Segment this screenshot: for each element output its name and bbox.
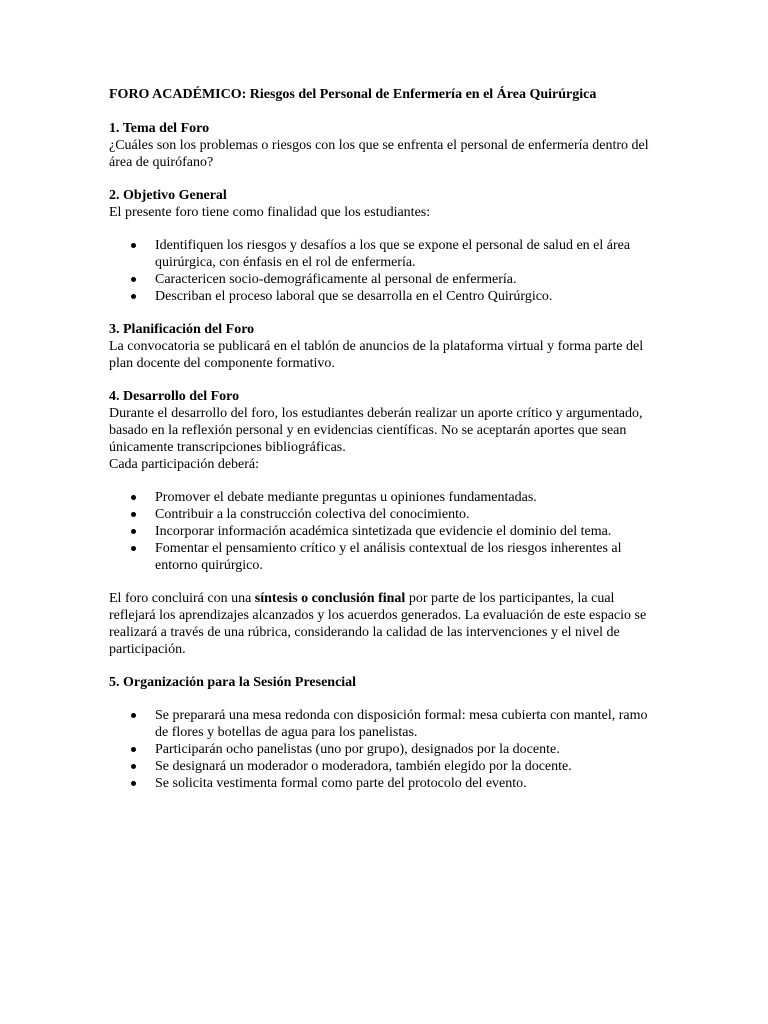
bullet-icon bbox=[131, 512, 136, 517]
section-desarrollo bbox=[109, 388, 661, 658]
section-text: Durante el desarrollo del foro, los estudiantes deberán realizar un aporte crítico y argumentado, basado en la reflexión personal y en evidencias científicas. No se aceptarán aportes que sean únicamente transcripciones bibliográficas. bbox=[109, 406, 643, 455]
list-item-text: Participarán ocho panelistas (uno por grupo), designados por la docente. bbox=[155, 742, 560, 757]
list-item bbox=[109, 523, 661, 540]
section-planificacion bbox=[109, 321, 661, 372]
list-item-text: Fomentar el pensamiento crítico y el análisis contextual de los riesgos inherentes al entorno quirúrgico. bbox=[155, 541, 622, 573]
section-text: Cada participación deberá: bbox=[109, 457, 260, 472]
list-item bbox=[109, 775, 661, 792]
section-heading: 2. Objetivo General bbox=[109, 188, 227, 203]
closing-emphasis: síntesis o conclusión final bbox=[254, 591, 406, 606]
bullet-list bbox=[109, 237, 661, 305]
list-item bbox=[109, 707, 661, 741]
section-heading: 3. Planificación del Foro bbox=[109, 322, 255, 337]
bullet-icon bbox=[131, 294, 136, 299]
list-item bbox=[109, 540, 661, 574]
list-item-text: Identifiquen los riesgos y desafíos a los que se expone el personal de salud en el área quirúrgica, con énfasis en el rol de enfermería. bbox=[155, 238, 631, 270]
section-text: ¿Cuáles son los problemas o riesgos con los que se enfrenta el personal de enfermería dentro del área de quirófano? bbox=[109, 138, 649, 170]
list-item-text: Promover el debate mediante preguntas u opiniones fundamentadas. bbox=[155, 490, 537, 505]
section-text: La convocatoria se publicará en el tablón de anuncios de la plataforma virtual y forma parte del plan docente del componente formativo. bbox=[109, 339, 644, 371]
bullet-icon bbox=[131, 277, 136, 282]
closing-text-start: El foro concluirá con una bbox=[109, 591, 255, 606]
list-item bbox=[109, 741, 661, 758]
list-item bbox=[109, 271, 661, 288]
closing-paragraph bbox=[109, 590, 661, 658]
section-heading: 4. Desarrollo del Foro bbox=[109, 389, 240, 404]
list-item bbox=[109, 489, 661, 506]
bullet-icon bbox=[131, 713, 136, 718]
list-item-text: Se solicita vestimenta formal como parte del protocolo del evento. bbox=[155, 776, 527, 791]
section-objetivo bbox=[109, 187, 661, 305]
list-item bbox=[109, 506, 661, 523]
bullet-icon bbox=[131, 546, 136, 551]
list-item-text: Se designará un moderador o moderadora, también elegido por la docente. bbox=[155, 759, 572, 774]
section-tema bbox=[109, 120, 661, 171]
bullet-icon bbox=[131, 243, 136, 248]
list-item-text: Describan el proceso laboral que se desarrolla en el Centro Quirúrgico. bbox=[155, 289, 553, 304]
closing-text-end: por parte de los participantes, la cual reflejará los aprendizajes alcanzados y los acuerdos generados. La evaluación de este espacio se realizará a través de una rúbrica, considerando la calidad de las intervenciones y el nivel de participación. bbox=[109, 591, 647, 657]
bullet-icon bbox=[131, 781, 136, 786]
section-organizacion bbox=[109, 674, 661, 792]
bullet-icon bbox=[131, 764, 136, 769]
section-heading: 1. Tema del Foro bbox=[109, 121, 210, 136]
bullet-list bbox=[109, 707, 661, 792]
section-text: El presente foro tiene como finalidad que los estudiantes: bbox=[109, 205, 431, 220]
bullet-icon bbox=[131, 747, 136, 752]
bullet-list bbox=[109, 489, 661, 574]
bullet-icon bbox=[131, 529, 136, 534]
bullet-icon bbox=[131, 495, 136, 500]
document-title: FORO ACADÉMICO: Riesgos del Personal de Enfermería en el Área Quirúrgica bbox=[109, 87, 597, 102]
document-body bbox=[109, 86, 661, 808]
list-item bbox=[109, 237, 661, 271]
list-item-text: Se preparará una mesa redonda con disposición formal: mesa cubierta con mantel, ramo de flores y botellas de agua para los panelistas. bbox=[155, 708, 648, 740]
list-item bbox=[109, 758, 661, 775]
list-item bbox=[109, 288, 661, 305]
list-item-text: Caractericen socio-demográficamente al personal de enfermería. bbox=[155, 272, 517, 287]
list-item-text: Contribuir a la construcción colectiva del conocimiento. bbox=[155, 507, 470, 522]
list-item-text: Incorporar información académica sintetizada que evidencie el dominio del tema. bbox=[155, 524, 612, 539]
section-heading: 5. Organización para la Sesión Presencial bbox=[109, 675, 357, 690]
